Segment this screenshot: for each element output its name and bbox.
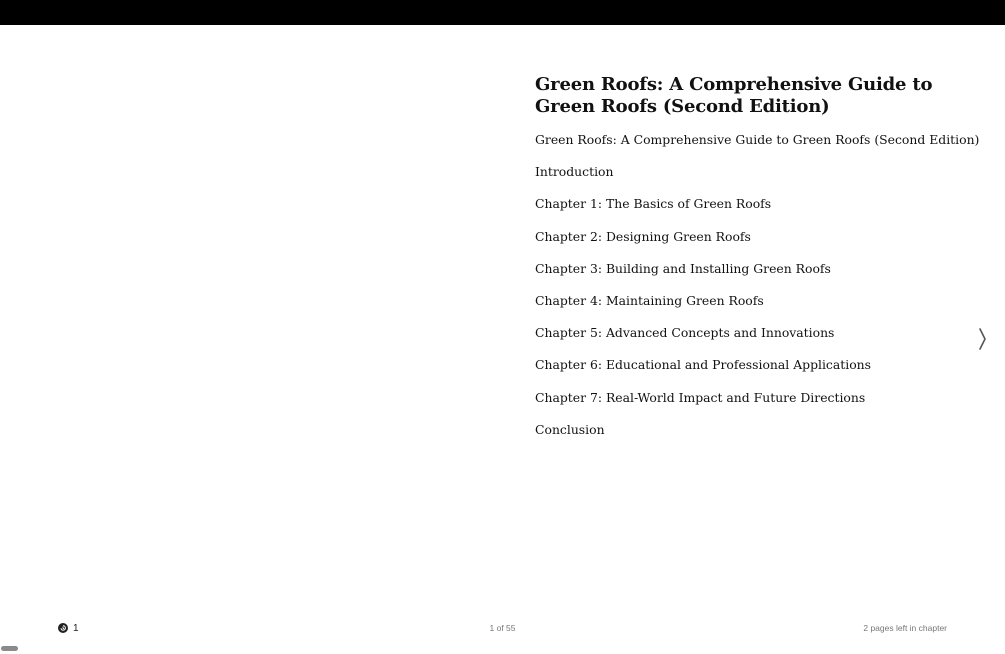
toc-item-conclusion[interactable]: Conclusion xyxy=(535,421,605,437)
toc-item-chapter-4[interactable]: Chapter 4: Maintaining Green Roofs xyxy=(535,292,764,308)
toc-item-chapter-6[interactable]: Chapter 6: Educational and Professional Applications xyxy=(535,357,871,373)
history-count: 1 xyxy=(73,622,79,634)
toc-item-title[interactable]: Green Roofs: A Comprehensive Guide to Green Roofs (Second Edition) xyxy=(535,132,980,147)
next-page-button[interactable] xyxy=(973,326,991,352)
book-title: Green Roofs: A Comprehensive Guide to Green Roofs (Second Edition) xyxy=(535,74,933,117)
scrollbar-thumb[interactable] xyxy=(1,646,18,651)
toc-item-chapter-3[interactable]: Chapter 3: Building and Installing Green Roofs xyxy=(535,260,831,276)
toc-item-chapter-7[interactable]: Chapter 7: Real-World Impact and Future Directions xyxy=(535,389,866,405)
toc-item-chapter-2[interactable]: Chapter 2: Designing Green Roofs xyxy=(535,228,751,244)
table-of-contents xyxy=(535,74,980,454)
page-indicator: 1 of 55 xyxy=(489,623,516,633)
window-top-bar xyxy=(0,0,1005,25)
toc-item-chapter-1[interactable]: Chapter 1: The Basics of Green Roofs xyxy=(535,196,772,212)
chevron-right-icon xyxy=(973,326,991,352)
toc-item-introduction[interactable]: Introduction xyxy=(535,164,614,180)
history-indicator[interactable] xyxy=(58,622,79,634)
toc-list xyxy=(535,132,980,438)
toc-item-chapter-5[interactable]: Chapter 5: Advanced Concepts and Innovations xyxy=(535,325,835,341)
pages-left-label: 2 pages left in chapter xyxy=(863,623,947,633)
history-icon xyxy=(58,623,68,633)
